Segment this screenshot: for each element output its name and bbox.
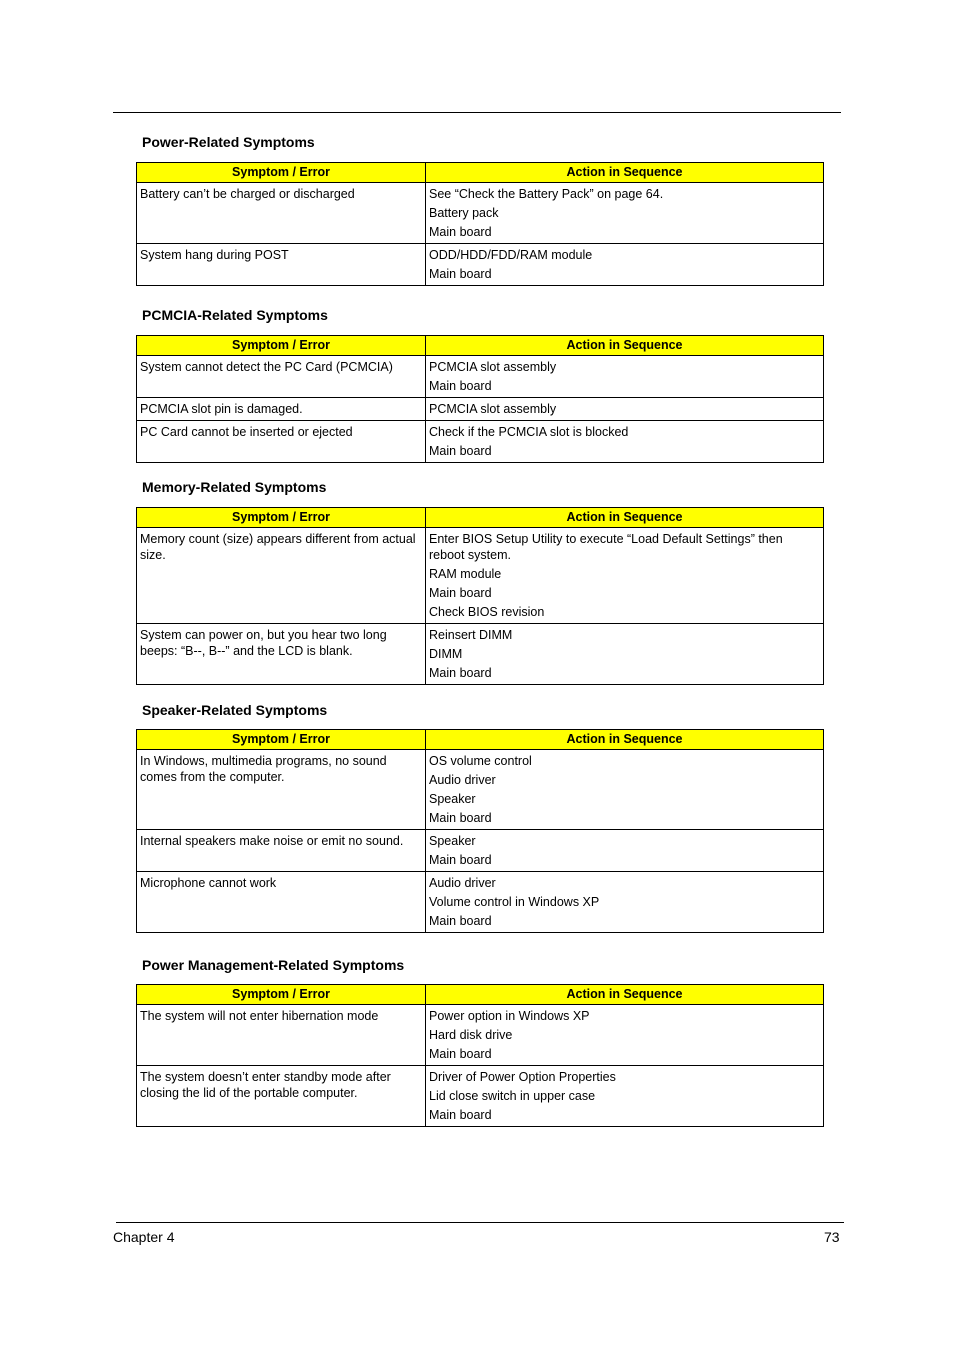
action-cell [426, 872, 824, 933]
action-step: Speaker [429, 792, 476, 806]
action-step: Power option in Windows XP [429, 1009, 590, 1023]
table-header-row [137, 508, 824, 528]
action-cell [426, 244, 824, 286]
table-header-row [137, 730, 824, 750]
action-step: Main board [429, 666, 492, 680]
action-column-header: Action in Sequence [426, 336, 824, 356]
action-step: Main board [429, 379, 492, 393]
action-cell [426, 830, 824, 872]
symptom-cell: PC Card cannot be inserted or ejected [137, 421, 426, 463]
symptom-column-header: Symptom / Error [137, 336, 426, 356]
table-row [137, 244, 824, 286]
symptom-table [136, 162, 824, 286]
table-row [137, 624, 824, 685]
symptom-cell: System can power on, but you hear two long beeps: “B--, B--” and the LCD is blank. [137, 624, 426, 685]
action-step: Main board [429, 444, 492, 458]
action-step: Main board [429, 811, 492, 825]
symptom-column-header: Symptom / Error [137, 163, 426, 183]
symptom-table [136, 335, 824, 463]
action-step: Check if the PCMCIA slot is blocked [429, 425, 629, 439]
table-row [137, 183, 824, 244]
action-step: Main board [429, 586, 492, 600]
action-step: Main board [429, 267, 492, 281]
section-title: PCMCIA-Related Symptoms [142, 307, 328, 323]
action-step: Battery pack [429, 206, 499, 220]
table-row [137, 398, 824, 421]
action-step: See “Check the Battery Pack” on page 64. [429, 187, 664, 201]
action-step: Main board [429, 1047, 492, 1061]
symptom-table [136, 507, 824, 685]
action-step: Driver of Power Option Properties [429, 1070, 616, 1084]
action-step: Enter BIOS Setup Utility to execute “Load Default Settings” then reboot system. [429, 532, 783, 562]
table-row [137, 1066, 824, 1127]
action-step: Audio driver [429, 773, 496, 787]
table-row [137, 872, 824, 933]
section-title: Speaker-Related Symptoms [142, 702, 328, 718]
action-step: Check BIOS revision [429, 605, 545, 619]
action-cell [426, 528, 824, 624]
symptom-table [136, 984, 824, 1127]
symptom-cell: PCMCIA slot pin is damaged. [137, 398, 426, 421]
table-row [137, 356, 824, 398]
action-step: Lid close switch in upper case [429, 1089, 596, 1103]
table-row [137, 830, 824, 872]
action-step: Reinsert DIMM [429, 628, 513, 642]
table-header-row [137, 163, 824, 183]
action-step: Main board [429, 914, 492, 928]
action-step: OS volume control [429, 754, 532, 768]
action-step: Main board [429, 853, 492, 867]
action-cell [426, 1066, 824, 1127]
symptom-column-header: Symptom / Error [137, 985, 426, 1005]
action-cell [426, 750, 824, 830]
action-step: Main board [429, 225, 492, 239]
action-column-header: Action in Sequence [426, 508, 824, 528]
table-row [137, 421, 824, 463]
symptom-cell: Memory count (size) appears different from actual size. [137, 528, 426, 624]
action-cell [426, 624, 824, 685]
symptom-cell: System cannot detect the PC Card (PCMCIA) [137, 356, 426, 398]
action-cell [426, 356, 824, 398]
action-step: DIMM [429, 647, 463, 661]
footer-page-number: 73 [824, 1229, 840, 1245]
action-step: PCMCIA slot assembly [429, 360, 557, 374]
table-header-row [137, 985, 824, 1005]
section-title: Power Management-Related Symptoms [142, 957, 405, 973]
table-row [137, 750, 824, 830]
symptom-column-header: Symptom / Error [137, 730, 426, 750]
symptom-cell: System hang during POST [137, 244, 426, 286]
action-step: Volume control in Windows XP [429, 895, 600, 909]
action-step: RAM module [429, 567, 502, 581]
action-cell [426, 398, 824, 421]
action-step: PCMCIA slot assembly [429, 402, 557, 416]
symptom-table [136, 729, 824, 933]
symptom-column-header: Symptom / Error [137, 508, 426, 528]
footer-rule [116, 1222, 844, 1223]
action-column-header: Action in Sequence [426, 163, 824, 183]
symptom-cell: In Windows, multimedia programs, no sound comes from the computer. [137, 750, 426, 830]
action-cell [426, 1005, 824, 1066]
symptom-cell: Internal speakers make noise or emit no sound. [137, 830, 426, 872]
action-step: Audio driver [429, 876, 496, 890]
action-column-header: Action in Sequence [426, 985, 824, 1005]
top-rule [113, 112, 841, 113]
action-step: ODD/HDD/FDD/RAM module [429, 248, 593, 262]
section-title: Memory-Related Symptoms [142, 479, 327, 495]
action-step: Hard disk drive [429, 1028, 513, 1042]
table-row [137, 1005, 824, 1066]
table-header-row [137, 336, 824, 356]
symptom-cell: Microphone cannot work [137, 872, 426, 933]
action-step: Main board [429, 1108, 492, 1122]
action-cell [426, 421, 824, 463]
table-row [137, 528, 824, 624]
action-step: Speaker [429, 834, 476, 848]
symptom-cell: The system will not enter hibernation mode [137, 1005, 426, 1066]
action-column-header: Action in Sequence [426, 730, 824, 750]
symptom-cell: The system doesn’t enter standby mode after closing the lid of the portable computer. [137, 1066, 426, 1127]
symptom-cell: Battery can’t be charged or discharged [137, 183, 426, 244]
section-title: Power-Related Symptoms [142, 134, 315, 150]
footer-chapter: Chapter 4 [113, 1229, 175, 1245]
action-cell [426, 183, 824, 244]
